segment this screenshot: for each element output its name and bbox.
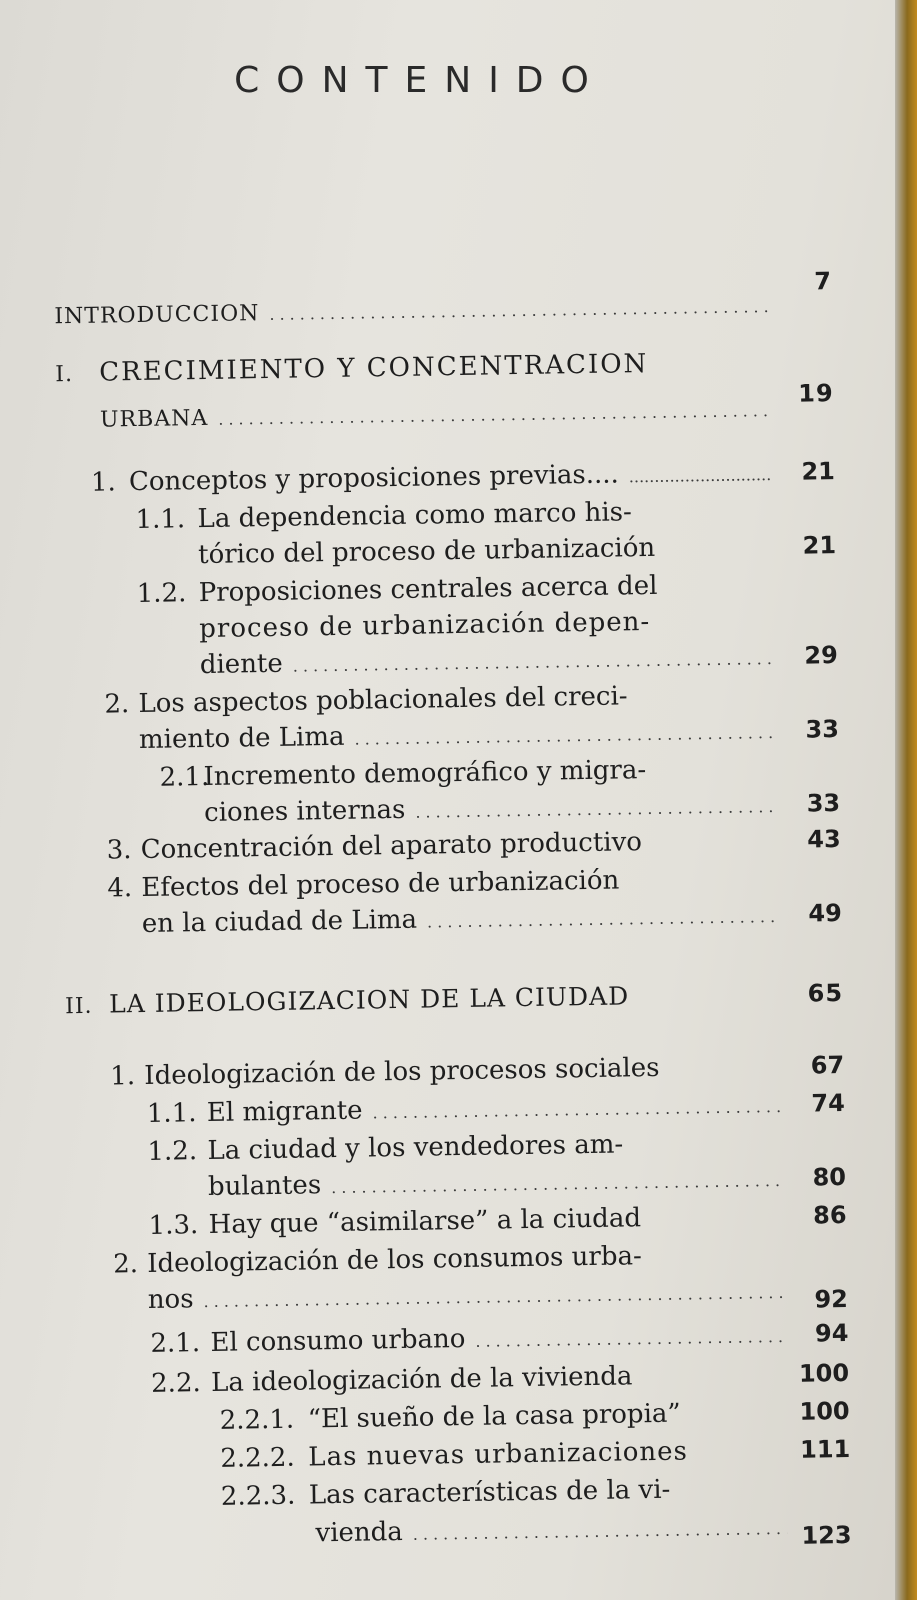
toc-entry-text: URBANA (99, 405, 209, 433)
toc-entry-number: 2.2.3. (220, 1480, 296, 1512)
dot-leader (475, 1320, 785, 1359)
toc-entry-text: LA IDEOLOGIZACION DE LA CIUDAD (108, 981, 630, 1019)
dot-leader (218, 394, 770, 437)
toc-entry-page: 92 (814, 1284, 849, 1314)
toc-entry-text: “El sueño de la casa propia” (307, 1398, 681, 1435)
toc-entry (151, 1356, 849, 1401)
toc-entry (315, 1508, 852, 1553)
toc-entry (110, 1048, 844, 1094)
toc-entry-number: I. (55, 362, 74, 388)
toc-entry (221, 1470, 851, 1514)
toc-entry-number: 1.2. (136, 578, 187, 610)
toc-entry-text: Ideologización de los procesos sociales (144, 1052, 660, 1091)
toc-entry (220, 1432, 850, 1476)
toc-entry-page: 49 (808, 899, 843, 928)
toc-entry-text: Las características de la vi- (308, 1474, 671, 1511)
toc-entry-text: miento de Lima (138, 721, 345, 756)
dot-leader (203, 1276, 784, 1319)
toc-entry-text: Conceptos y proposiciones previas.... (128, 459, 620, 498)
toc-entry-text: diente (199, 648, 284, 681)
toc-entry (65, 976, 843, 1024)
toc-entry (54, 267, 833, 335)
toc-entry-page: 65 (807, 979, 844, 1008)
toc-entry-number: II. (65, 993, 93, 1020)
toc-entry-number: 3. (106, 835, 132, 866)
dot-leader (639, 1002, 779, 1004)
toc-entry-page: 29 (804, 641, 838, 670)
toc-entry-text: Incremento demográfico y migra- (203, 755, 647, 793)
toc-entry-text: CRECIMIENTO Y CONCENTRACION (99, 348, 649, 388)
toc-entry-number: 1. (90, 467, 117, 498)
toc-entry-number: 1.1. (135, 504, 186, 536)
toc-entry-number: 2.1. (159, 761, 210, 793)
toc-entry-number: 2.2. (150, 1368, 201, 1399)
toc-entry-number: 2.2.2. (220, 1442, 295, 1474)
toc-entry-text: nos (147, 1284, 194, 1315)
toc-entry-page: 74 (811, 1088, 846, 1118)
dot-leader (652, 848, 777, 850)
dot-leader (670, 1074, 781, 1076)
toc-entry-number: 1.1. (146, 1098, 197, 1129)
toc-entry-text: Hay que “asimilarse” a la ciudad (208, 1203, 642, 1240)
dot-leader (413, 1512, 788, 1552)
toc-entry-number: 2. (104, 689, 130, 720)
toc-entry (198, 528, 836, 572)
toc-entry-text: Las nuevas urbanizaciones (308, 1436, 689, 1473)
dot-leader (698, 1458, 786, 1459)
toc-entry-page: 33 (805, 715, 840, 744)
toc-entry-text: INTRODUCCION (54, 301, 260, 330)
toc-entry-page: 19 (798, 379, 834, 408)
toc-entry-page: 67 (810, 1050, 845, 1080)
toc-entry-text: La ideologización de la vivienda (210, 1361, 633, 1398)
toc-entry-text: tórico del proceso de urbanización (197, 532, 656, 571)
toc-entry-text: bulantes (207, 1170, 322, 1203)
toc-entry-number: 2.2.1. (219, 1404, 295, 1436)
toc-entry-text: proceso de urbanización depen- (199, 606, 651, 645)
toc-entry-text: El migrante (206, 1095, 363, 1129)
dot-leader (665, 554, 772, 556)
dot-leader (331, 1164, 782, 1205)
toc-entry-page: 21 (802, 531, 837, 560)
toc-entry-page: 43 (807, 825, 841, 854)
toc-entry-number: 2.1. (150, 1328, 201, 1359)
toc-entry-number: 4. (107, 873, 133, 904)
toc-entry-page: 100 (798, 1358, 850, 1388)
dot-leader (269, 290, 768, 332)
toc-entry-text: El consumo urbano (210, 1323, 466, 1358)
toc-entry-text: Efectos del proceso de urbanización (141, 865, 620, 904)
toc-entry-number: 1. (110, 1061, 136, 1092)
dot-leader (427, 900, 778, 940)
toc-entry-page: 123 (801, 1520, 852, 1550)
toc-entry-text: en la ciudad de Lima (141, 904, 418, 940)
toc-entry (219, 1394, 849, 1438)
toc-entry-page: 7 (813, 267, 833, 296)
toc-entry (99, 379, 834, 439)
toc-entry-text: La ciudad y los vendedores am- (207, 1129, 624, 1167)
toc-entry-number: 1.3. (148, 1210, 199, 1241)
toc-entry-page: 100 (799, 1396, 850, 1426)
toc-entry (55, 344, 833, 392)
dot-leader (354, 716, 775, 757)
toc-entry-page: 86 (812, 1200, 847, 1230)
dot-leader (372, 1090, 781, 1130)
toc-entry-text: Proposiciones centrales acerca del (198, 570, 658, 609)
toc-entry-number: 1.2. (147, 1136, 198, 1167)
toc-entry-page: 111 (799, 1434, 851, 1464)
toc-entry-page: 21 (801, 457, 836, 486)
toc-entry-page: 94 (814, 1318, 849, 1348)
dot-leader (651, 1224, 783, 1226)
toc-entry-page: 33 (806, 789, 841, 818)
toc-entry-text: Concentración del aparato productivo (140, 827, 643, 866)
dot-leader (691, 1420, 786, 1421)
toc-entry-text: Ideologización de los consumos urba- (147, 1241, 642, 1279)
toc-entry-page: 80 (812, 1162, 847, 1192)
toc-entry-text: Los aspectos poblacionales del creci- (138, 681, 628, 720)
toc-entry-number: 2. (113, 1249, 139, 1280)
page-title: CONTENIDO (234, 60, 606, 101)
toc-entry-text: ciones internas (203, 794, 406, 829)
dot-leader (629, 458, 772, 494)
dot-leader (643, 1382, 786, 1384)
toc-entry-text: vienda (315, 1516, 404, 1549)
toc-entry-text: La dependencia como marco his- (197, 497, 633, 535)
